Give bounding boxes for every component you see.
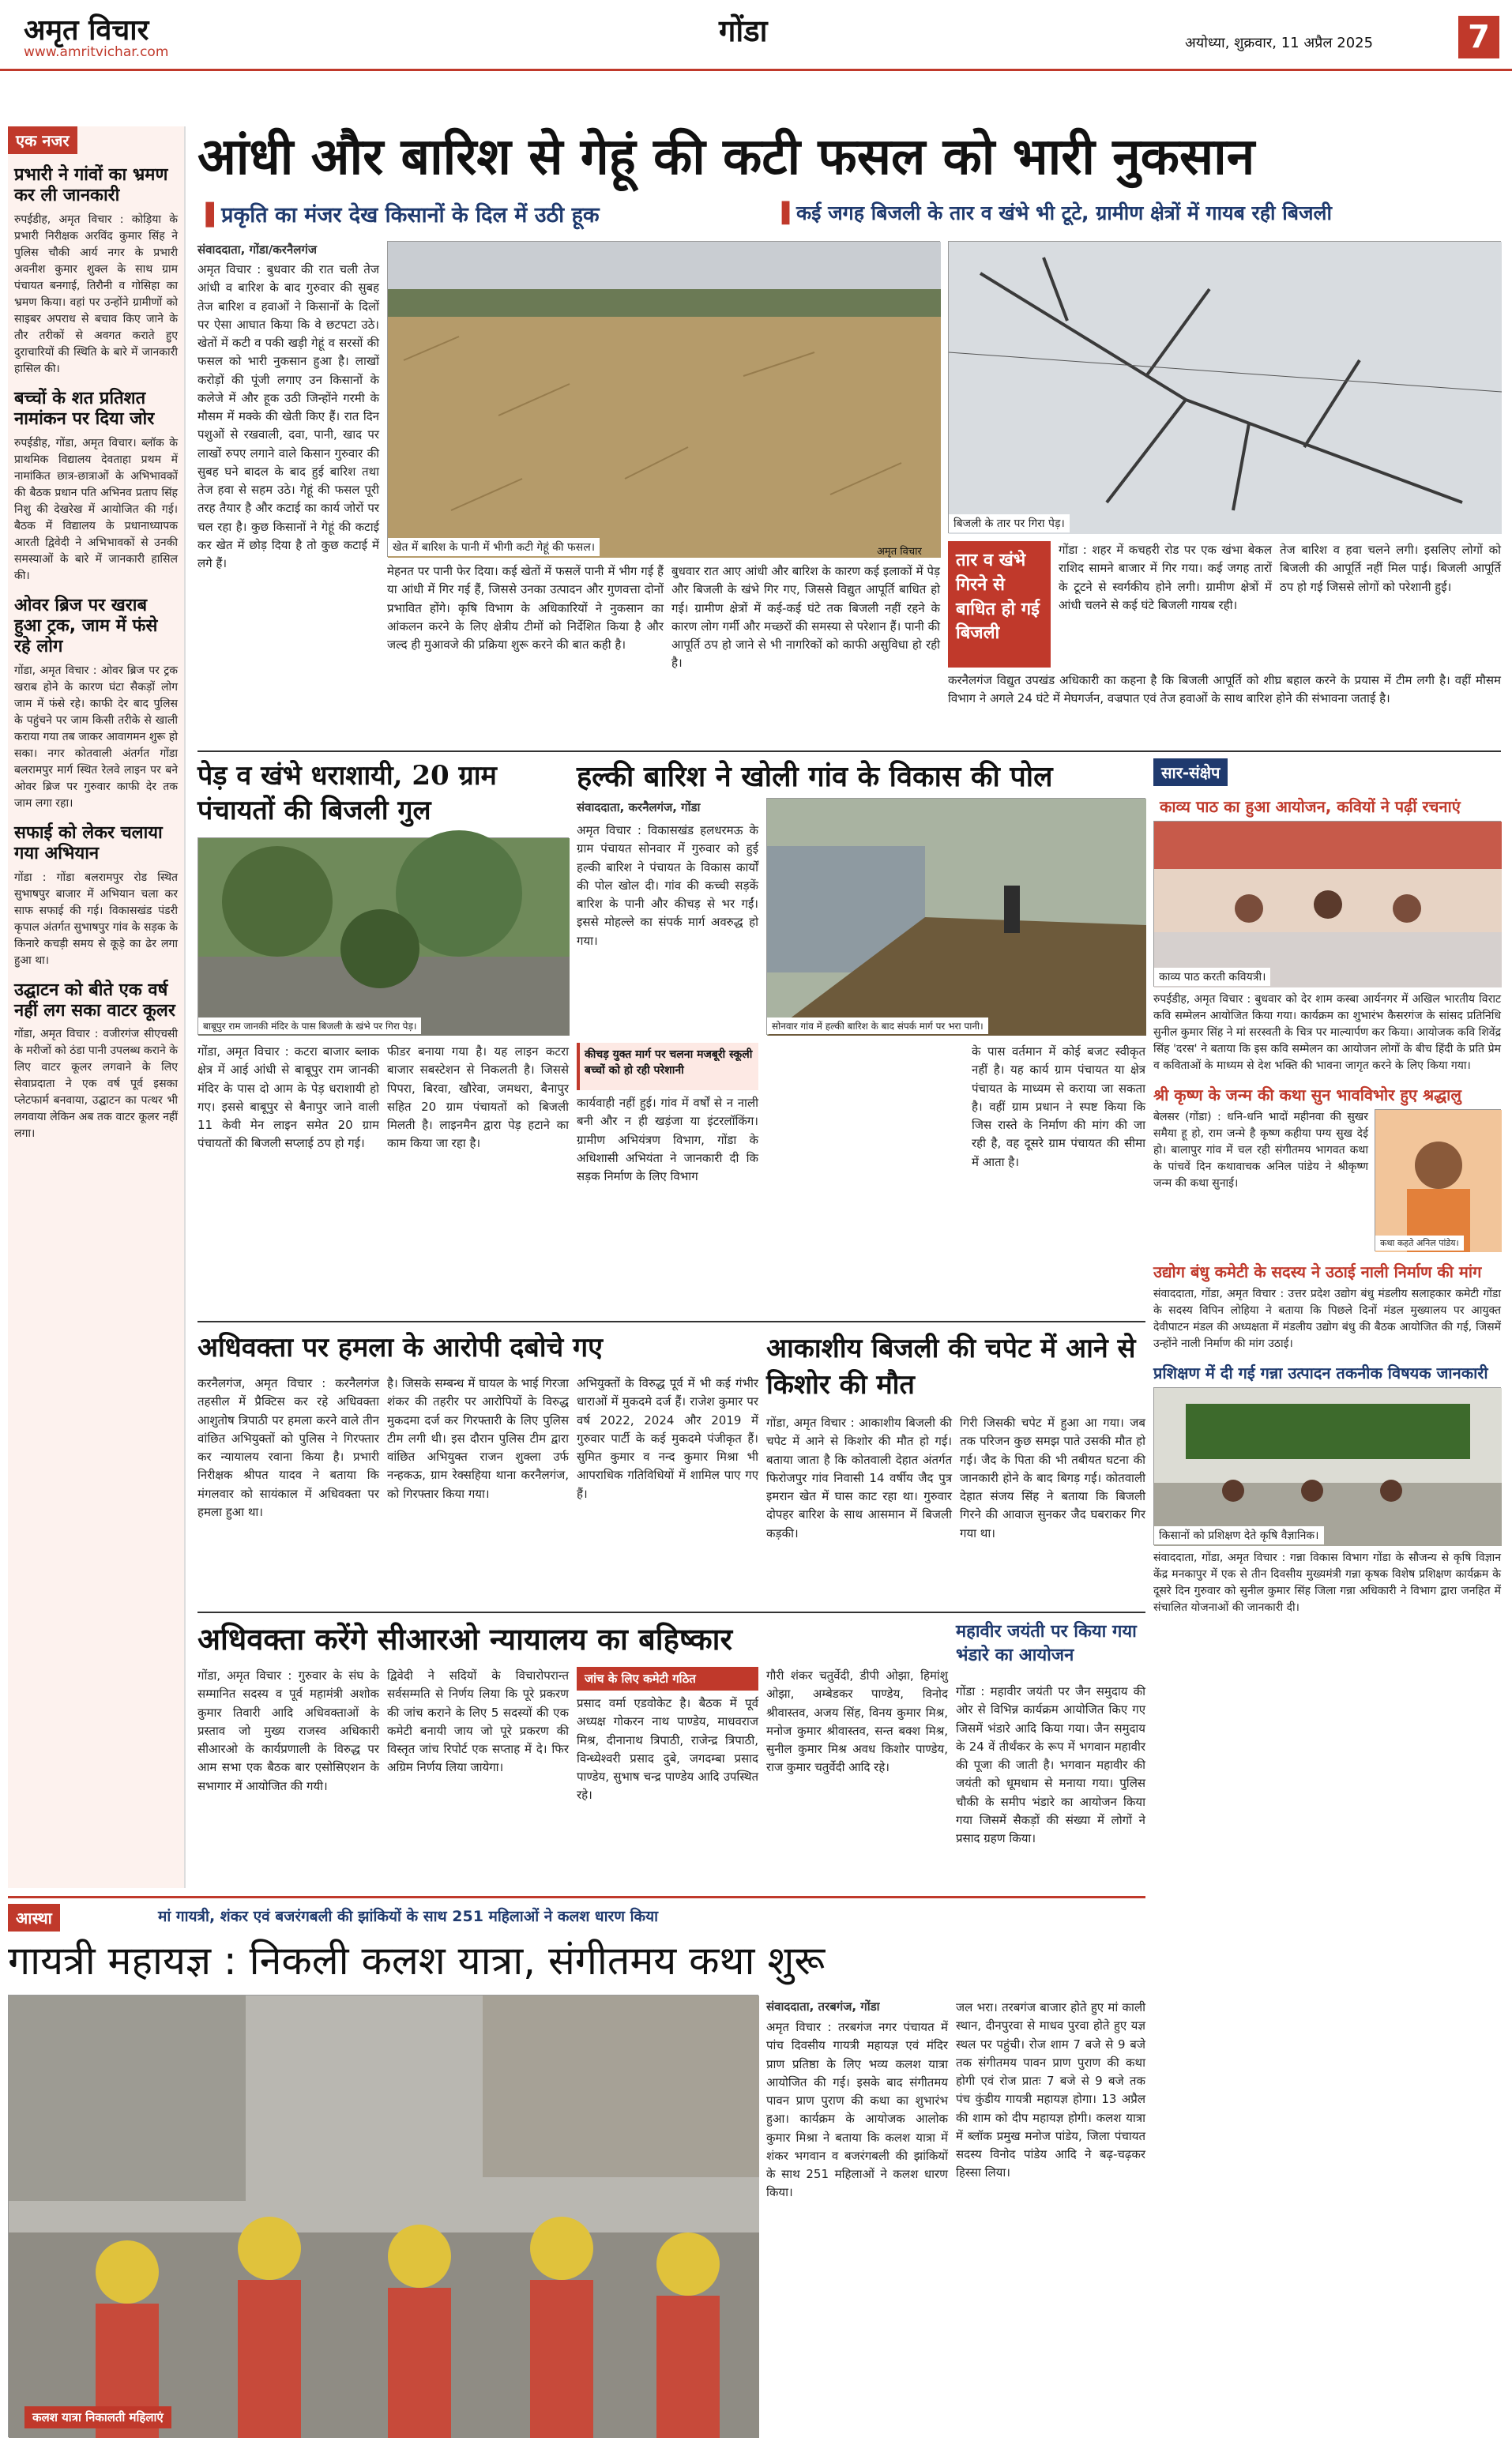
sidebar-item-headline: उद्घाटन को बीते एक वर्ष नहीं लग सका वाटर कूलर	[14, 980, 175, 1021]
lead-column-1: अमृत विचार : बुधवार की रात चली तेज आंधी व बारिश के बाद गुरुवार की सुबह तेज बारिश व हवाओं ने किसानों के दिलों पर ऐसा आघात किया कि वे छटपटा उठे। खेतों में कटी व पकी खड़ी गेहूं व सरसों की फसल को भारी नुकसान हुआ है। लाखों करोड़ों की पूंजी लगाए उन किसानों के कलेजे में और हूक उठी जिन्होंने गरमी के मौसम में मक्के की खेती किए हैं। रात दिन पशुओं से रखवाली, दवा, पानी, खाद पर लाखों रुपए लगाने वाले किसान गुरुवार की सुबह घने बादल के बाद हुई बारिश तथा तेज हवा से सहम उठे। गेहूं की फसल पूरी तरह तैयार है और कटाई का कार्य जोरों पर चल रहा है। कुछ किसानों ने गेहूं की कटाई कर खेत में छोड़ दिया है तो कुछ कटाई में लगे हैं।	[197, 262, 379, 570]
bottom-column-1: अमृत विचार : तरबगंज नगर पंचायत में पांच दिवसीय गायत्री महायज्ञ एवं मंदिर प्राण प्रतिष्ठा के लिए भव्य कलश यात्रा आयोजित की गई। इसके बाद संगीतमय पावन प्राण पुराण की कथा का शुभारंभ हुआ। कार्यक्रम के आयोजक आलोक कुमार मिश्रा ने बताया कि कलश यात्रा में शंकर भगवान व बजरंगबली की झांकियों के साथ 251 महिलाओं ने कलश धारण किया।	[766, 2020, 948, 2200]
lead-subhead-right: ▐ कई जगह बिजली के तार व खंभे भी टूटे, ग्रामीण क्षेत्रों में गायब रही बिजली	[774, 201, 1332, 224]
training-photo[interactable]	[1153, 1387, 1501, 1545]
divider	[197, 1321, 1145, 1322]
wheat-photo-caption: खेत में बारिश के पानी में भीगी कटी गेहूं की फसल।	[388, 538, 600, 556]
sidebar-item-headline: बच्चों के शत प्रतिशत नामांकन पर दिया जोर	[14, 388, 155, 430]
brief-text-4: संवाददाता, गोंडा, अमृत विचार : गन्ना विकास विभाग गोंडा के सौजन्य से कृषि विज्ञान केंद्र मनकापुर में एक से तीन दिवसीय मुख्यमंत्री गन्ना कृषक विशेष प्रशिक्षण कार्यक्रम के दूसरे दिन गुरुवार को सुनील कुमार सिंह जिला गन्ना अधिकारी ने विभाग द्वारा जनहित में संचालित योजनाओं की जानकारी दी।	[1153, 1552, 1501, 1614]
news-in-brief	[1153, 758, 1501, 1872]
divider	[197, 1612, 1145, 1613]
brief-text-1: रुपईडीह, अमृत विचार : बुधवार को देर शाम कस्बा आर्यनगर में अखिल भारतीय विराट कवि सम्मेलन आयोजित किया गया। कार्यक्रम का शुभारंभ कैसरगंज के सांसद प्रतिनिधि सुनील कुमार सिंह ने मां सरस्वती के चित्र पर माल्यार्पण कर किया। आयोजक कवि शिवेंद्र सिंह 'दरस' ने बताया कि इस कवि सम्मेलन का आयोजन लोगों के बीच हिंदी के प्रति प्रेम व कविताओं के माध्यम से देश भक्ति की भावना जागृत करने के लिए किया गया।	[1153, 993, 1501, 1072]
story6-column-1: गोंडा, अमृत विचार : गुरुवार के संघ के सम्मानित सदस्य व पूर्व महामंत्री अशोक कुमार तिवारी आदि अधिवक्ताओं के प्रस्ताव जो मुख्य राजस्व अधिकारी सीआरओ के कार्यप्रणाली के विरुद्ध पर आम सभा एक बैठक बार एसोसिएशन के सभागार में आयोजित की गयी।	[197, 1668, 379, 1793]
red-box-text-2: तेज बारिश व हवा चलने लगी। इसलिए लोगों को बिजली की आपूर्ति नहीं मिल पाई। बिजली आपूर्ति ठप हो गई जिससे लोगों को परेशानी हुई।	[1280, 543, 1501, 594]
story2-column-1: गोंडा, अमृत विचार : कटरा बाजार ब्लाक क्षेत्र में आई आंधी से बाबूपुर राम जानकी मंदिर के पास दो आम के पेड़ धराशायी हो गए। इससे बाबूपुर से बैनापुर जाने वाली 11 केवी मेन लाइन समेत 20 ग्राम पंचायतों की बिजली सप्लाई ठप हो गई।	[197, 1044, 379, 1151]
sidebar-ek-nazar	[8, 126, 186, 1888]
sidebar-item-text: गोंडा, अमृत विचार : ओवर ब्रिज पर ट्रक खराब होने के कारण घंटा सैकड़ों लोग जाम में फंसे रहे। काफी देर बाद पुलिस के पहुंचने पर जाम किसी तरीके से खाली कराया गया तब जाकर आवागमन शुरू हो सका। नगर कोतवाली अंतर्गत गोंडा बलरामपुर मार्ग स्थित रेलवे लाइन पर बने ओवर ब्रिज पर गुरुवार काफी देर तक जाम लगा रहा।	[14, 664, 178, 810]
sidebar-item-text: रुपईडीह, अमृत विचार : कोड़िया के प्रभारी निरीक्षक अरविंद कुमार सिंह ने पुलिस चौकी आर्य नगर के प्रभारी अवनीश कुमार शुक्ल के साथ ग्राम पंचायत बनगाई, तिरौनी व गोसिहा का भ्रमण किया। वहां पर उन्होंने ग्रामीणों को साइबर अपराध से बचाव किए जाने के तौर तरीकों से अवगत कराते हुए दुराचारियों की स्थिति के बारे में जानकारी हासिल की।	[14, 213, 178, 375]
story3-column-2: के पास वर्तमान में कोई बजट स्वीकृत नहीं है। यह कार्य ग्राम पंचायत या क्षेत्र पंचायत के माध्यम से कराया जा सकता है। वहीं ग्राम प्रधान ने स्पष्ट किया कि जिस रास्ते के निर्माण की मांग की जा रही है, वह दूसरे ग्राम पंचायत की सीमा में आता है।	[972, 1044, 1145, 1169]
fallen-tree-photo[interactable]	[948, 241, 1501, 533]
brief-headline-3[interactable]: उद्योग बंधु कमेटी के सदस्य ने उठाई नाली निर्माण की मांग	[1153, 1262, 1482, 1281]
kalash-yatra-image	[9, 1995, 759, 2438]
trees-road-image	[198, 838, 570, 1036]
story2-column-2: फीडर बनाया गया है। यह लाइन कटरा बाजार सबस्टेशन से निकलती है। जिससे पिपरा, बिरवा, खौरेवा, जमथरा, बैनापुर सहित 20 ग्राम पंचायतों को बिजली मिलती है। लाइनमैन द्वारा पेड़ हटाने का काम किया जा रहा है।	[387, 1044, 569, 1151]
sidebar-item-text: गोंडा, अमृत विचार : वजीरगंज सीएचसी के मरीजों को ठंडा पानी उपलब्ध कराने के लिए वाटर कूलर लगवाने के लिए सेवाप्रदाता ने एक वर्ष पूर्व इसका प्लेटफार्म बनवाया, उद्घाटन का पत्थर भी लगवाया लेकिन अब तक वाटर कूलर नहीं लगा।	[14, 1028, 178, 1141]
story4-column-3: अभियुक्तों के विरुद्ध पूर्व में भी कई गंभीर धाराओं में मुकदमे दर्ज हैं। राजेश कुमार पर वर्ष 2022, 2024 और 2019 में गुरुवार पार्टी के कई मुकदमे पंजीकृत हैं। सुमित कुमार व नन्द कुमार मिश्रा भी आपराधिक गतिविधियों में शामिल पाए गए हैं।	[577, 1376, 758, 1501]
bottom-column-2: जल भरा। तरबगंज बाजार होते हुए मां काली स्थान, दीनपुरवा से माधव पुरवा होते हुए यज्ञ स्थल पर पहुंची। रोज शाम 7 बजे से 9 बजे तक संगीतमय पावन प्राण पुराण की कथा होगी एवं रोज प्रातः 7 बजे से 9 बजे तक पंच कुंडीय गायत्री महायज्ञ होगा। 13 अप्रैल की शाम को दीप महायज्ञ होगी। कलश यात्रा में ब्लॉक प्रमुख मनोज पांडेय, जिला पंचायत सदस्य विनोद पांडेय आदि ने बढ़-चढ़कर हिस्सा लिया।	[956, 2000, 1145, 2180]
sidebar-item[interactable]	[8, 823, 184, 969]
story5-column-1: गोंडा, अमृत विचार : आकाशीय बिजली की चपेट में आने से किशोर की मौत हो गई। बताया जाता है कि कोतवाली देहात अंतर्गत फिरोजपुर गांव निवासी 14 वर्षीय जैद पुत्र इमरान खेत में घास काट रहा था। गुरुवार दोपहर बारिश के साथ आसमान में बिजली कड़की।	[766, 1416, 952, 1540]
sidebar-item[interactable]	[8, 389, 184, 585]
dateline: अयोध्या, शुक्रवार, 11 अप्रैल 2025	[1185, 35, 1374, 51]
story3-column-1: अमृत विचार : विकासखंड हलधरमऊ के ग्राम पंचायत सोनवार में गुरुवार को हुई हल्की बारिश ने पंचायत के विकास कार्यों की पोल खोल दी। गांव की कच्ची सड़कें बारिश के पानी और कीचड़ से भर गईं। इससे मोहल्ले का संपर्क मार्ग अवरुद्ध हो गया।	[577, 823, 758, 948]
fallen-tree-image	[949, 242, 1502, 534]
divider	[8, 1896, 1145, 1898]
kalash-yatra-photo[interactable]	[8, 1995, 758, 2437]
muddy-road-photo[interactable]	[766, 798, 1145, 1035]
sidebar-item-headline: सफाई को लेकर चलाया गया अभियान	[14, 822, 163, 864]
brief-headline-4[interactable]: प्रशिक्षण में दी गई गन्ना उत्पादन तकनीक विषयक जानकारी	[1153, 1364, 1488, 1382]
brief-text-2: बेलसर (गोंडा) : धनि-धनि भादों महीनवा की सुखर समैया हू हो, राम जन्मे है कृष्ण कहीया पग्य सुख देई हो। बालापुर गांव में चल रही संगीतमय भागवत कथा के पांचवें दिन कथावाचक अनिल पांडेय ने श्रीकृष्ण जन्म की कथा सुनाई।	[1153, 1111, 1368, 1190]
brief-caption-1: काव्य पाठ करती कवियत्री।	[1154, 968, 1270, 986]
story5-column-2: गिरी जिसकी चपेट में हुआ आ गया। जब तक परिजन कुछ समझ पाते उसकी मौत हो गई। जैद के पिता की भी तबीयत घटना की जानकारी होने के बाद बिगड़ गई। कोतवाली देहात संजय सिंह ने बताया कि बिजली गिरने की आवाज सुनकर जैद घबराकर गिर गया था।	[960, 1416, 1145, 1540]
lead-byline: संवाददाता, गोंडा/करनैलगंज	[197, 243, 317, 257]
training-image	[1154, 1388, 1502, 1546]
story7-headline[interactable]: महावीर जयंती पर किया गया भंडारे का आयोजन	[956, 1621, 1137, 1665]
sidebar-item[interactable]	[8, 596, 184, 812]
story6-box: जांच के लिए कमेटी गठित	[577, 1667, 758, 1691]
story2-caption: बाबूपुर राम जानकी मंदिर के पास बिजली के खंभे पर गिरा पेड़।	[198, 1017, 421, 1034]
edition-city: गोंडा	[719, 13, 768, 48]
sidebar-item-text: रुपईडीह, गोंडा, अमृत विचार। ब्लॉक के प्राथमिक विद्यालय देवताहा प्रथम में नामांकित छात्र-छात्राओं के अभिभावकों की बैठक प्रधान पति अभिनव प्रताप सिंह निशु की देखरेख में आयोजित की गई। बैठक में विद्यालय के प्रधानाध्यापक आरती द्विवेदी ने अभिभावकों से उनकी समस्याओं के बारे में जानकारी हासिल की।	[14, 436, 178, 582]
poetry-event-image	[1154, 822, 1502, 987]
page-number: 7	[1458, 16, 1499, 58]
story3-column-3: कार्यवाही नहीं हुई। गांव में वर्षों से न नाली बनी और न ही खड़ंजा या इंटरलॉकिंग। ग्रामीण अभियंत्रण विभाग, गोंडा के अधिशासी अभियंता ने जानकारी दी कि सड़क निर्माण के लिए विभाग	[577, 1096, 758, 1183]
poetry-event-photo[interactable]	[1153, 821, 1501, 987]
website-url[interactable]: www.amritvichar.com	[24, 44, 169, 60]
story6-headline[interactable]: अधिवक्ता करेंगे सीआरओ न्यायालय का बहिष्कार	[197, 1621, 733, 1657]
masthead	[0, 0, 1512, 71]
katha-photo[interactable]	[1375, 1109, 1501, 1251]
story3-caption: सोनवार गांव में हल्की बारिश के बाद संपर्क मार्ग पर भरा पानी।	[767, 1017, 988, 1034]
wheat-field-photo[interactable]	[387, 241, 940, 557]
story6-column-3: प्रसाद वर्मा एडवोकेट है। बैठक में पूर्व अध्यक्ष गोकरन नाथ पाण्डेय, माधवराज मिश्र, दीनानाथ त्रिपाठी, राजेन्द्र त्रिपाठी, विन्ध्येश्वरी प्रसाद दुबे, जगदम्बा प्रसाद पाण्डेय, सुभाष चन्द्र पाण्डेय आदि उपस्थित रहे।	[577, 1696, 758, 1803]
red-box-text: गोंडा : शहर में कचहरी रोड पर एक खंभा बेकल राशिद सामने बाजार में गिर गया। कई जगह तारों के टूटने से स्वर्गकीय होने लगी। ग्रामीण क्षेत्रों में आंधी चलने से कई घंटे बिजली गायब रही।	[1059, 543, 1272, 612]
story7-text: गोंडा : महावीर जयंती पर जैन समुदाय की ओर से विभिन्न कार्यक्रम आयोजित किए गए जिसमें भंडारे आदि किया गया। जैन समुदाय के 24 वें तीर्थंकर के रूप में भगवान महावीर की पूजा की जाती है। भगवान महावीर की जयंती को धूमधाम से मनाया गया। पुलिस चौकी के समीप भंडारे का आयोजन किया गया जिसमें सैकड़ों की संख्या में लोगों ने प्रसाद ग्रहण किया।	[956, 1684, 1145, 1845]
astha-tag: आस्था	[8, 1904, 60, 1932]
photo-credit: अमृत विचार	[877, 546, 922, 558]
brief-headline-2[interactable]: श्री कृष्ण के जन्म की कथा सुन भावविभोर हुए श्रद्धालु	[1153, 1085, 1461, 1104]
story5-headline[interactable]: आकाशीय बिजली की चपेट में आने से किशोर की मौत	[766, 1333, 1136, 1401]
sidebar-tag: एक नजर	[8, 126, 77, 154]
bottom-byline: संवाददाता, तरबगंज, गोंडा	[766, 1999, 880, 2014]
brief-tag: सार-संक्षेप	[1153, 758, 1228, 786]
lead-column-2: मेहनत पर पानी फेर दिया। कई खेतों में फसलें पानी में भीग गई हैं या आंधी में गिर गई हैं, जिससे उनका उत्पादन और गुणवत्ता दोनों प्रभावित होंगे। कृषि विभाग के अधिकारियों ने नुकसान का आंकलन करने के लिए क्षेत्रीय टीमों को निर्देशित किया है और जल्द ही मुआवजे की प्रक्रिया शुरू करने की बात कही है।	[387, 564, 664, 652]
katha-image	[1375, 1110, 1502, 1252]
bottom-strap: मां गायत्री, शंकर एवं बजरंगबली की झांकियों के साथ 251 महिलाओं ने कलश धारण किया	[158, 1908, 659, 1925]
lead-subhead-left: ▐ प्रकृति का मंजर देख किसानों के दिल में उठी हूक	[197, 203, 600, 228]
brief-headline-1[interactable]: काव्य पाठ का हुआ आयोजन, कवियों ने पढ़ीं रचनाएं	[1160, 797, 1461, 816]
sidebar-item[interactable]	[8, 165, 184, 378]
sidebar-item[interactable]	[8, 980, 184, 1143]
brief-caption-2: कथा कहते अनिल पांडेय।	[1375, 1236, 1464, 1251]
sidebar-item-headline: प्रभारी ने गांवों का भ्रमण कर ली जानकारी	[14, 165, 168, 206]
lead-column-4: करनैलगंज विद्युत उपखंड अधिकारी का कहना है कि बिजली आपूर्ति को शीघ्र बहाल करने के प्रयास में टीम लगी है। वहीं मौसम विभाग ने अगले 24 घंटे में मेघगर्जन, वज्रपात एवं तेज हवाओं के साथ बारिश होने की संभावना जताई है।	[948, 673, 1501, 706]
bottom-photo-caption: कलश यात्रा निकालती महिलाएं	[24, 2406, 171, 2428]
story4-column-2: है। जिसके सम्बन्ध में घायल के भाई गिरजा शंकर की तहरीर पर आरोपियों के विरुद्ध मुकदमा दर्ज कर गिरफ्तारी के लिए पुलिस टीम लगी थी। इस दौरान पुलिस टीम द्वारा वांछित अभियुक्त राजन शुक्ला उर्फ नन्हकऊ, ग्राम रेक्सहिया थाना करनैलगंज, को गिरफ्तार किया गया।	[387, 1376, 569, 1501]
divider	[197, 750, 1501, 752]
brief-caption-4: किसानों को प्रशिक्षण देते कृषि वैज्ञानिक।	[1154, 1526, 1324, 1544]
newspaper-logo[interactable]: अमृत विचार	[24, 13, 149, 47]
bottom-headline[interactable]: गायत्री महायज्ञ : निकली कलश यात्रा, संगीतमय कथा शुरू	[8, 1938, 826, 1984]
sidebar-item-text: गोंडा : गोंडा बलरामपुर रोड स्थित सुभाषपुर बाजार में अभियान चला कर साफ सफाई की गई। विकासखंड पंडरी कृपाल अंतर्गत सुभाषपुर गांव के सड़क के किनारे कचड़ी समय से कूड़े का ढेर लगा हुआ था।	[14, 871, 178, 967]
sidebar-item-headline: ओवर ब्रिज पर खराब हुआ ट्रक, जाम में फंसे रहे लोग	[14, 595, 158, 657]
story6-column-4: गौरी शंकर चतुर्वेदी, डीपी ओझा, हिमांशु ओझा, अम्बेडकर पाण्डेय, विनोद श्रीवास्तव, अजय सिंह, विनय कुमार मिश्र, मनोज कुमार श्रीवास्तव, सन्त बक्श मिश्र, सुनील कुमार मिश्र अवध किशोर पाण्डेय, राज कुमार चतुर्वेदी आदि रहे।	[766, 1668, 948, 1775]
muddy-road-image	[767, 799, 1146, 1036]
story2-headline[interactable]: पेड़ व खंभे धराशायी, 20 ग्राम पंचायतों की बिजली गुल	[197, 760, 497, 826]
trees-on-road-photo[interactable]	[197, 837, 569, 1035]
wheat-field-image	[388, 242, 941, 558]
story3-headline[interactable]: हल्की बारिश ने खोली गांव के विकास की पोल	[577, 760, 1053, 793]
lead-column-3: बुधवार रात आए आंधी और बारिश के कारण कई इलाकों में पेड़ और बिजली के खंभे गिर गए, जिससे विद्युत आपूर्ति बाधित हो गई। ग्रामीण क्षेत्रों में कई-कई घंटे तक बिजली नहीं रहने के कारण लोग गर्मी और मच्छरों की समस्या से परेशान हैं। पानी की आपूर्ति ठप हो जाने से भी नागरिकों को काफी असुविधा हो रही है।	[671, 564, 940, 671]
tree-photo-caption: बिजली के तार पर गिरा पेड़।	[949, 514, 1070, 532]
brief-text-3: संवाददाता, गोंडा, अमृत विचार : उत्तर प्रदेश उद्योग बंधु मंडलीय सलाहकार कमेटी गोंडा के सदस्य विपिन लोहिया ने बताया कि पिछले दिनों मंडल मुख्यालय पर आयुक्त देवीपाटन मंडल की अध्यक्षता में मंडलीय उद्योग बंधु की बैठक आयोजित की गई, जिसमें उन्होंने नाली निर्माण की मांग उठाई।	[1153, 1288, 1501, 1350]
red-box-highlight: तार व खंभे गिरने से बाधित हो गई बिजली	[948, 541, 1051, 668]
story3-quote: कीचड़ युक्त मार्ग पर चलना मजबूरी स्कूली बच्चों को हो रही परेशानी	[577, 1043, 758, 1090]
story3-byline: संवाददाता, करनैलगंज, गोंडा	[577, 800, 701, 814]
story4-column-1: करनैलगंज, अमृत विचार : करनैलगंज तहसील में प्रैक्टिस कर रहे अधिवक्ता आशुतोष त्रिपाठी पर हमला करने वाले तीन वांछित अभियुक्तों को पुलिस ने गिरफ्तार कर न्यायालय रवाना किया है। प्रभारी निरीक्षक श्रीपत यादव ने बताया कि मंगलवार को सायंकाल में अधिवक्ता पर हमला हुआ था।	[197, 1376, 379, 1519]
story4-headline[interactable]: अधिवक्ता पर हमला के आरोपी दबोचे गए	[197, 1332, 603, 1364]
lead-headline[interactable]: आंधी और बारिश से गेहूं की कटी फसल को भारी नुकसान	[197, 127, 1255, 186]
story6-column-2: द्विवेदी ने सदियों के विचारोपरान्त सर्वसम्मति से निर्णय लिया कि पूरे प्रकरण की जांच कराने के लिए 5 सदस्यों की एक कमेटी बनायी जाय जो पूरे प्रकरण की विस्तृत जांच रिपोर्ट एक सप्ताह में दे। फिर अग्रिम निर्णय लिया जायेगा।	[387, 1668, 569, 1775]
